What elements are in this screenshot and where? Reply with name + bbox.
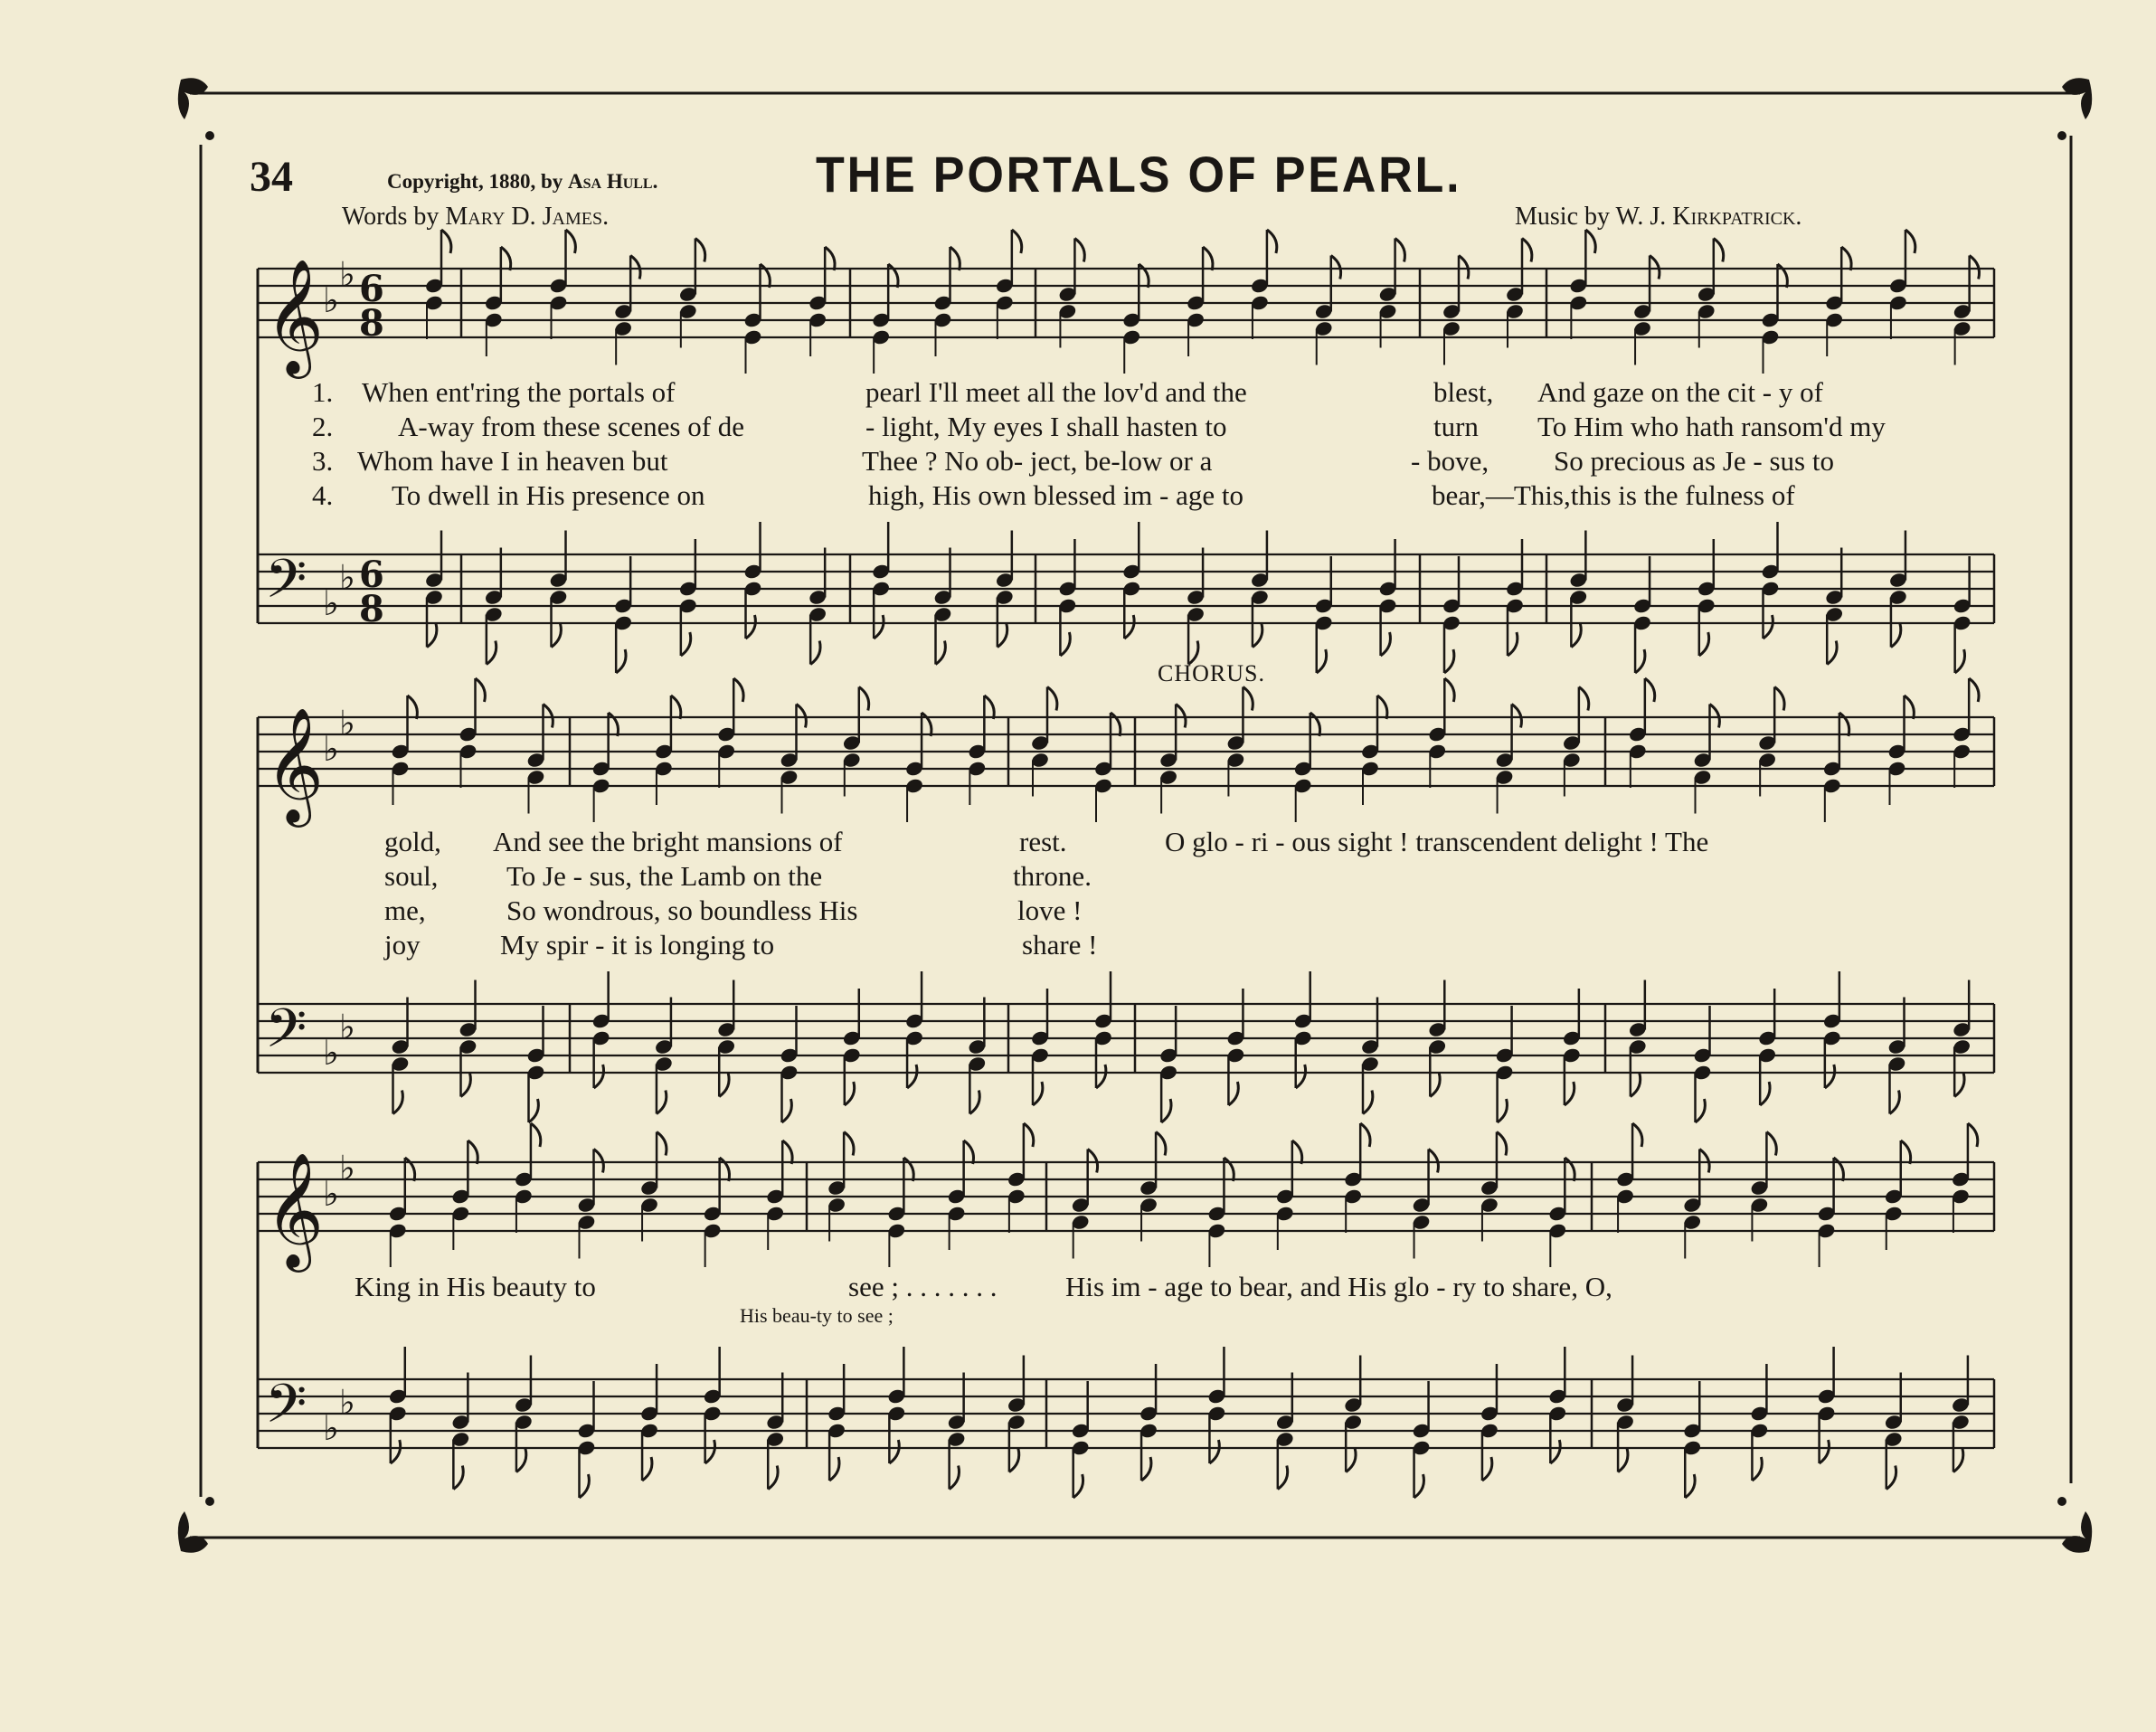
words-prefix: Words by [342,203,440,231]
lyric-segment: share ! [1022,929,1098,961]
lyric-verse-1-row [0,826,2156,860]
lyric-segment: To Him who hath ransom'd my [1537,411,1886,442]
note-flag [859,687,869,711]
note-flag [1766,1132,1776,1156]
flat-icon: ♭ [323,729,339,769]
note-flag [616,649,626,673]
verse-number: 2. [312,411,334,442]
note-flag [889,1440,899,1463]
note-flag [468,1140,478,1164]
lyric-segment: To Je - sus, the Lamb on the [506,860,823,892]
flat-icon: ♭ [323,583,339,623]
note-flag [1886,1466,1896,1490]
note-flag [746,615,756,639]
note-flag [453,1466,463,1490]
lyric-segment: rest. [1019,826,1067,857]
note-flag [1714,239,1724,262]
note-flag [1710,705,1720,728]
note-flag [408,696,418,719]
note-flag [719,1074,729,1097]
note-flag [950,247,960,270]
note-flag [936,641,946,665]
lyric-segment: My spir - it is longing to [500,929,775,961]
lyric-segment: A-way from these scenes of de [398,411,745,442]
note-flag [1635,649,1645,673]
note-flag [1141,1457,1151,1481]
lyric-verse-4-row [0,479,2156,514]
time-signature-top: 6 [359,554,384,596]
lyric-segment: pearl I'll meet all the lov'd and the [865,376,1247,408]
note-flag [1228,1082,1238,1105]
note-flag [1161,1099,1171,1122]
copyright-holder: Asa Hull. [568,170,658,193]
note-flag [1012,230,1022,253]
note-flag [642,1457,652,1481]
note-flag [1060,632,1070,656]
words-author: Mary D. James. [445,203,610,231]
note-flag [594,1150,604,1173]
note-flag [1073,1474,1083,1498]
lyric-segment: And see the bright mansions of [493,826,843,857]
note-flag [733,678,743,702]
note-flag [1901,1140,1911,1164]
note-flag [782,1099,792,1122]
flat-icon: ♭ [323,280,339,320]
note-flag [594,1065,604,1088]
flat-icon: ♭ [339,703,355,743]
lyric-segment: - light, My eyes I shall hasten to [865,411,1227,442]
note-flag [1841,247,1851,270]
note-flag [1444,649,1454,673]
note-flag [1429,1150,1439,1173]
verse-number: 1. [312,376,334,408]
flat-icon: ♭ [339,254,355,295]
note-flag [1891,624,1901,648]
note-flag [1955,649,1965,673]
flat-icon: ♭ [323,1174,339,1214]
note-flag [1699,1150,1709,1173]
note-flag [1096,1065,1106,1088]
verse-number: 4. [312,479,334,511]
note-flag [1156,1132,1166,1156]
note-flag [393,1091,403,1114]
note-flag [1565,1082,1574,1105]
note-flag [964,1140,974,1164]
flat-icon: ♭ [339,1148,355,1188]
note-flag [544,705,553,728]
music-composer: Kirkpatrick. [1672,203,1802,231]
note-flag [1696,1099,1706,1122]
page-number: 34 [250,153,293,201]
note-flag [1363,1091,1373,1114]
note-flag [1522,239,1532,262]
note-flag [1508,632,1518,656]
note-flag [657,1132,667,1156]
lyric-verse-3-row [0,894,2156,929]
flat-icon: ♭ [323,1033,339,1073]
note-flag [1331,256,1341,279]
lyric-segment: His im - age to bear, and His glo - ry to share, O, [1065,1271,1612,1302]
note-flag [1047,687,1057,711]
lyric-segment: So precious as Je - sus to [1554,445,1834,477]
note-flag [1632,1123,1642,1147]
note-flag [1377,696,1387,719]
time-signature-bottom: 8 [359,588,384,630]
lyric-segment: O glo - ri - ous sight ! transcendent delight ! The [1165,826,1709,857]
lyric-verse-2-row [0,411,2156,445]
note-flag [1414,1474,1424,1498]
note-flag [768,1466,778,1490]
flat-icon: ♭ [339,1007,355,1047]
note-flag [1585,230,1595,253]
note-flag [1346,1449,1356,1472]
note-flag [580,1474,590,1498]
note-flag [1209,1440,1219,1463]
note-flag [1243,687,1253,711]
lyric-verse-2-row [0,860,2156,894]
flat-icon: ♭ [339,557,355,598]
lyric-segment: blest, [1433,376,1494,408]
note-flag [782,1140,792,1164]
note-flag [1444,678,1454,702]
lyric-segment: Thee ? No ob- ject, be-low or a [862,445,1213,477]
note-flag [797,705,807,728]
note-flag [566,230,576,253]
note-flag [1024,1123,1034,1147]
note-flag [1685,1474,1695,1498]
lyric-segment: me, [384,894,426,926]
note-flag [516,1449,526,1472]
flat-icon: ♭ [339,1382,355,1423]
note-flag [1296,1065,1306,1088]
lyric-segment: love ! [1017,894,1083,926]
lyric-segment: joy [384,929,421,961]
note-flag [1512,705,1522,728]
note-flag [1482,1457,1492,1481]
note-flag [705,1440,715,1463]
note-flag [1360,1123,1370,1147]
note-flag [1968,1123,1978,1147]
note-flag [1550,1440,1560,1463]
alternate-lyric: His beau-ty to see ; [740,1304,894,1327]
note-flag [1498,1099,1508,1122]
lyric-segment: high, His own blessed im - age to [868,479,1244,511]
note-flag [1088,1150,1098,1173]
note-flag [1203,247,1213,270]
note-flag [1033,1082,1043,1105]
note-flag [1905,696,1915,719]
note-flag [1774,687,1784,711]
bass-clef-icon: 𝄢 [265,1372,307,1448]
lyric-segment: Whom have I in heaven but [357,445,668,477]
note-flag [476,678,486,702]
note-flag [829,1457,839,1481]
note-flag [984,696,994,719]
note-flag [969,1091,979,1114]
note-flag [1009,1449,1019,1472]
note-flag [1176,705,1186,728]
note-flag [1459,256,1469,279]
note-flag [391,1440,401,1463]
note-flag [1579,687,1589,711]
lyric-verse-1-row [0,376,2156,411]
lyric-segment: And gaze on the cit - y of [1537,376,1823,408]
note-flag [681,632,691,656]
note-flag [1267,230,1277,253]
note-flag [630,256,640,279]
lyric-segment: To dwell in His presence on [392,479,705,511]
note-flag [531,1123,541,1147]
copyright-prefix: Copyright, 1880, by [387,170,563,193]
bass-clef-icon: 𝄢 [265,547,307,623]
note-flag [1954,1074,1964,1097]
note-flag [950,1466,960,1490]
note-flag [1124,615,1134,639]
lyric-segment: - bove, [1411,445,1489,477]
music-prefix: Music by W. J. [1515,203,1667,231]
bass-clef-icon: 𝄢 [265,997,307,1073]
note-flag [1650,256,1660,279]
lyric-verse-1-row [0,1271,2156,1305]
note-flag [1381,632,1391,656]
note-flag [1253,624,1262,648]
note-flag [825,247,835,270]
note-flag [1699,632,1709,656]
lyric-verse-4-row [0,929,2156,963]
note-flag [1820,1440,1830,1463]
lyric-segment: bear,—This,this is the fulness of [1432,479,1795,511]
time-signature-bottom: 8 [359,302,384,345]
lyric-verse-3-row [0,445,2156,479]
chorus-label: CHORUS. [1158,660,1265,686]
note-flag [1395,239,1405,262]
note-flag [1571,624,1581,648]
lyric-segment: soul, [384,860,439,892]
note-flag [1752,1457,1762,1481]
lyric-segment: see ; . . . . . . . [848,1271,998,1302]
treble-clef-icon: 𝄞 [265,1151,325,1267]
treble-clef-icon: 𝄞 [265,258,325,374]
note-flag [845,1082,855,1105]
note-flag [1645,678,1655,702]
note-flag [1292,1140,1302,1164]
note-flag [657,1091,667,1114]
verse-number: 3. [312,445,334,477]
note-flag [1430,1074,1440,1097]
hymn-title: THE PORTALS OF PEARL. [816,146,1462,203]
note-flag [998,624,1007,648]
note-flag [529,1099,539,1122]
note-flag [1764,615,1773,639]
lyric-segment: So wondrous, so boundless His [506,894,858,926]
note-flag [907,1065,917,1088]
note-flag [1760,1082,1770,1105]
note-flag [1074,239,1084,262]
note-flag [1631,1074,1641,1097]
note-flag [1969,678,1979,702]
note-flag [552,624,562,648]
note-flag [1618,1449,1628,1472]
note-flag [810,641,820,665]
note-flag [1497,1132,1507,1156]
lyric-segment: gold, [384,826,441,857]
note-flag [427,624,437,648]
note-flag [1825,1065,1835,1088]
note-flag [1317,649,1327,673]
lyric-segment: King in His beauty to [355,1271,596,1302]
note-flag [1278,1466,1288,1490]
note-flag [695,239,705,262]
note-flag [874,615,884,639]
note-flag [1827,641,1837,665]
lyric-segment: throne. [1013,860,1092,892]
note-flag [501,247,511,270]
note-flag [1953,1449,1963,1472]
lyric-segment: turn [1433,411,1479,442]
note-flag [671,696,681,719]
note-flag [487,641,496,665]
treble-clef-icon: 𝄞 [265,706,325,822]
note-flag [461,1074,471,1097]
note-flag [441,230,451,253]
note-flag [1905,230,1915,253]
note-flag [844,1132,854,1156]
note-flag [1970,256,1980,279]
note-flag [1890,1091,1900,1114]
flat-icon: ♭ [323,1408,339,1448]
lyric-segment: When ent'ring the portals of [362,376,676,408]
time-signature-top: 6 [359,268,384,310]
